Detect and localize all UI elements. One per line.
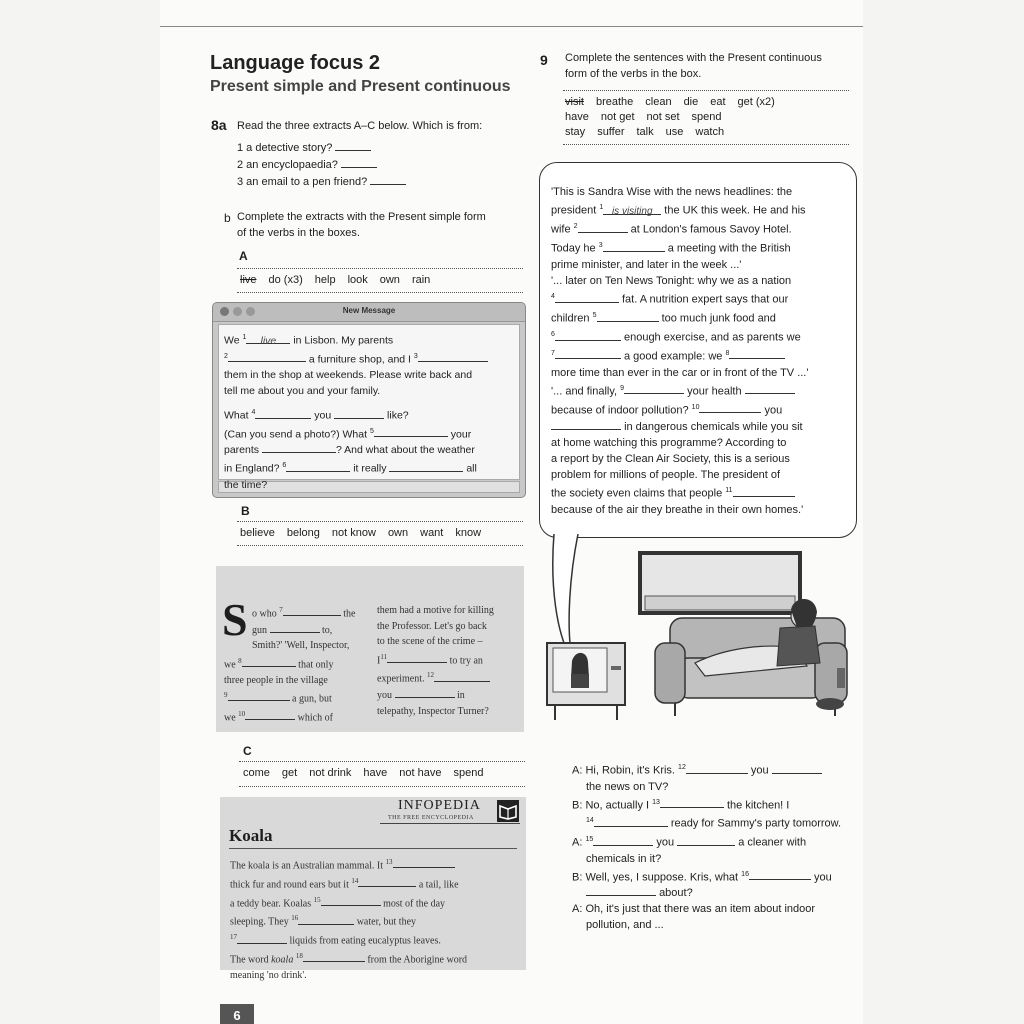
email-text: We $^1$ live in Lisbon. My parents $^2$ a furniture shop, and I $^3$ them in the shop at weekends. Please write back and tell me about you and your family. What $^4$ you like? (Can you send a photo?) What $^5$ your parents ? And what about the weather in England? $^6$ it really all the time?: [224, 330, 520, 493]
page-title: Language focus 2: [210, 52, 381, 74]
question-2: 2 an encyclopaedia?: [237, 157, 377, 171]
exercise-8b-instruction-2: of the verbs in the boxes.: [237, 227, 360, 239]
wordbox-c: come get not drink have not have spend: [243, 767, 484, 779]
exercise-8a-number: 8a: [211, 117, 227, 133]
living-room-illustration: [545, 548, 855, 728]
dialogue-line-4: B: Well, yes, I suppose. Kris, what $^{16}$ you: [572, 870, 832, 884]
wordbox-a-top-rule: [237, 268, 523, 269]
dialogue-line-5: A: Oh, it's just that there was an item about indoor: [572, 903, 816, 916]
email-titlebar: [213, 303, 525, 322]
section-c-label: C: [243, 744, 252, 758]
book-logo-icon: [497, 800, 519, 822]
koala-text: The koala is an Australian mammal. It $^{13}$ thick fur and round ears but it $^{14}$ a tail, like a teddy bear. Koalas $^{15}$ most of the day sleeping. They $^{16}$ water, but they $^{17}$ liquids from eating eucalyptus leaves. The word koala $^{18}$ from the Aborigine word meaning 'no drink'.: [230, 858, 468, 981]
infopedia-logo: INFOPEDIA: [398, 798, 481, 813]
wordbox-c-bottom-rule: [239, 786, 525, 787]
dropcap: S: [222, 594, 248, 645]
wordbox-9-top-rule: [563, 90, 849, 91]
word-a-3: help: [314, 274, 336, 286]
email-title: New Message: [342, 306, 396, 315]
heading-rule: [229, 848, 517, 849]
dialogue-line-2: B: No, actually I $^{13}$ the kitchen! I: [572, 798, 790, 812]
section-b-label: B: [241, 504, 250, 518]
exercise-8a-instruction: Read the three extracts A–C below. Which is from:: [237, 120, 483, 132]
story-column-2: them had a motive for killing the Professor. Let's go back to the scene of the crime – $I^{11}$ to try an experiment. $^{12}$ you in telepathy, Inspector Turner?: [377, 605, 494, 717]
news-text: 'This is Sandra Wise with the news headlines: the president $^1$ is visiting the UK this week. He and his wife $^2$ at London's famous Savoy Hotel. Today he $^3$ a meeting with the British prime minister, and later in the week ...' '... later on Ten News Tonight: why we as a nation $^4$ fat. A nutrition expert says that our children $^5$ too much junk food and $^6$ enough exercise, and as parents we $^7$ a good example: we $^8$ more time than ever in the car or in front of the TV ...' '... and finally, $^9$ your health because of indoor pollution? $^{10}$ you in dangerous chemicals while you sit at home watching this programme? According to a report by the Clean Air Society, this is a serious problem for millions of people. The president of the society even claims that people $^{11}$ because of the air they breathe in their own homes.': [551, 186, 809, 517]
word-a-2: do (x3): [268, 274, 303, 286]
dialogue: A: Hi, Robin, it's Kris. $^{12}$ you the news on TV? B: No, actually I $^{13}$ the kitchen! I $^{14}$ ready for Sammy's party tomorrow. A: $^{15}$ you a cleaner with chemicals in it? B: Well, yes, I suppose. Kris, what $^{16}$ you about? A: Oh, it's just that there was an item about indoor pollution, and ...: [572, 760, 857, 933]
page-subtitle: Present simple and Present continuous: [210, 78, 511, 95]
wordbox-a-bottom-rule: [237, 292, 523, 293]
dialogue-line-3: A: $^{15}$ you a cleaner with: [572, 835, 807, 849]
infopedia-tagline: THE FREE ENCYCLOPEDIA: [388, 815, 474, 821]
wordbox-9-row-1: visit breathe clean die eat get (x2): [565, 96, 775, 108]
wordbox-b-top-rule: [237, 521, 523, 522]
question-3: 3 an email to a pen friend?: [237, 174, 406, 188]
wordbox-c-top-rule: [239, 761, 525, 762]
wordbox-b-bottom-rule: [237, 545, 523, 546]
question-1: 1 a detective story?: [237, 140, 371, 154]
dialogue-line-1: A: Hi, Robin, it's Kris. $^{12}$ you: [572, 760, 857, 779]
word-a-5: own: [379, 274, 400, 286]
exercise-9-instruction-2: form of the verbs in the box.: [565, 68, 702, 80]
wordbox-9-row-3: stay suffer talk use watch: [565, 126, 725, 138]
top-rule: [160, 26, 863, 27]
word-a-4: look: [347, 274, 368, 286]
exercise-8b-letter: b: [224, 211, 231, 225]
koala-heading: Koala: [229, 826, 273, 845]
section-a-label: A: [239, 249, 248, 263]
logo-rule: [380, 823, 520, 824]
wordbox-a: [240, 274, 442, 286]
wordbox-b: believe belong not know own want know: [240, 527, 482, 539]
exercise-8b-instruction-1: Complete the extracts with the Present simple form: [237, 211, 486, 223]
word-a-1: live: [240, 274, 257, 286]
exercise-9-number: 9: [540, 52, 548, 68]
page-number: 6: [233, 1008, 241, 1023]
wordbox-9-bottom-rule: [563, 144, 849, 145]
word-a-6: rain: [411, 274, 431, 286]
story-column-1: o who $^7$ the gun to, Smith?' 'Well, Inspector, we $^8$ that only three people in the village $^9$ a gun, but we $^{10}$ which of: [224, 606, 356, 724]
wordbox-9-row-2: have not get not set spend: [565, 111, 722, 123]
exercise-9-instruction-1: Complete the sentences with the Present continuous: [565, 52, 822, 64]
